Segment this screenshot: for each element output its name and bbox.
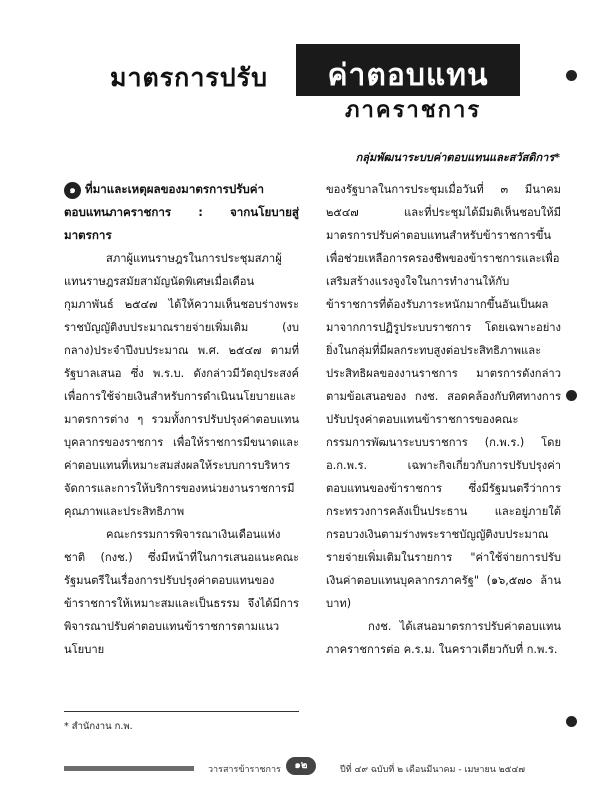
paragraph: ของรัฐบาลในการประชุมเมื่อวันที่ ๓ มีนาคม ๒๕๔๗ และที่ประชุมได้มีมติเห็นชอบให้มีมาตรการปรับค่าตอบแทนสำหรับข้าราชการขึ้นเพื่อช่วยเหลือการครองชีพของข้าราชการและเพื่อเสริมสร้างแรงจูงใจในการทำงานให้กับข้าราชการที่ต้องรับภาระหนักมากขึ้นอันเป็นผลมาจากการปฏิรูประบบราชการ โดยเฉพาะอย่างยิ่งในกลุ่มที่มีผลกระทบสูงต่อประสิทธิภาพและประสิทธิผลของงานราชการ มาตรการดังกล่าวตามข้อเสนอของ กงช. สอดคล้องกับทิศทางการปรับปรุงค่าตอบแทนข้าราชการของคณะกรรมการพัฒนาระบบราชการ (ก.พ.ร.) โดย อ.ก.พ.ร. เฉพาะกิจเกี่ยวกับการปรับปรุงค่าตอบแทนของข้าราชการ ซึ่งมีรัฐมนตรีว่าการกระทรวงการคลังเป็นประธาน และอยู่ภายใต้กรอบวงเงินตามร่างพระราชบัญญัติงบประมาณรายจ่ายเพิ่มเติมในรายการ "ค่าใช้จ่ายการปรับเงินค่าตอบแทนบุคลากรภาครัฐ" (๑๖,๕๗๐ ล้านบาท) (326, 183, 561, 610)
section-heading (64, 178, 299, 247)
footer-issue-label: ปีที่ ๔๙ ฉบับที่ ๒ เดือนมีนาคม - เมษายน ๒๕๔๗ (336, 762, 529, 776)
right-column (326, 178, 561, 661)
title-highlight-box (296, 44, 520, 96)
binder-hole-icon (566, 716, 577, 727)
title-row (0, 44, 612, 104)
title-highlight: ค่าตอบแทน (327, 58, 489, 93)
footnote-divider (64, 711, 299, 712)
title-left: มาตรการปรับ (110, 63, 268, 92)
binder-hole-icon (566, 390, 577, 401)
footnote: * สำนักงาน ก.พ. (64, 721, 133, 732)
paragraph: กงช. ได้เสนอมาตรการปรับค่าตอบแทนภาคราชการต่อ ค.ร.ม. ในคราวเดียวกับที่ ก.พ.ร. (326, 620, 561, 656)
footer-journal-label: วารสารข้าราชการ (208, 765, 281, 775)
left-column (64, 178, 299, 661)
paragraph: คณะกรรมการพิจารณาเงินเดือนแห่งชาติ (กงช.) ซึ่งมีหน้าที่ในการเสนอแนะคณะรัฐมนตรีในเรื่องการปรับปรุงค่าตอบแทนของข้าราชการให้เหมาะสมและเป็นธรรม จึงได้มีการพิจารณาปรับค่าตอบแทนข้าราชการตามแนวนโยบาย (64, 528, 299, 656)
footer-bar-left (64, 766, 194, 771)
section-number-badge: ๑ (64, 182, 81, 199)
byline: กลุ่มพัฒนาระบบค่าตอบแทนและสวัสดิการ* (355, 151, 560, 164)
paragraph: สภาผู้แทนราษฎรในการประชุมสภาผู้แทนราษฎรสมัยสามัญนัดพิเศษเมื่อเดือนกุมภาพันธ์ ๒๕๔๗ ได้ให้ความเห็นชอบร่างพระราชบัญญัติงบประมาณรายจ่ายเพิ่มเติม (งบกลาง)ประจำปีงบประมาณ พ.ศ. ๒๕๔๗ ตามที่รัฐบาลเสนอ ซึ่ง พ.ร.บ. ดังกล่าวมีวัตถุประสงค์เพื่อการใช้จ่ายเงินสำหรับการดำเนินนโยบายและมาตรการต่าง ๆ รวมทั้งการปรับปรุงค่าตอบแทนบุคลากรของราชการ เพื่อให้ราชการมีขนาดและค่าตอบแทนที่เหมาะสมส่งผลให้ระบบการบริหารจัดการและการให้บริการของหน่วยงานราชการมีคุณภาพและประสิทธิภาพ (64, 252, 299, 518)
page-number: ๑๒ (286, 757, 316, 775)
section-heading-text: ที่มาและเหตุผลของมาตรการปรับค่าตอบแทนภาคราชการ : จากนโยบายสู่มาตรการ (64, 182, 299, 242)
subtitle: ภาคราชการ (345, 98, 482, 123)
binder-hole-icon (566, 70, 577, 81)
